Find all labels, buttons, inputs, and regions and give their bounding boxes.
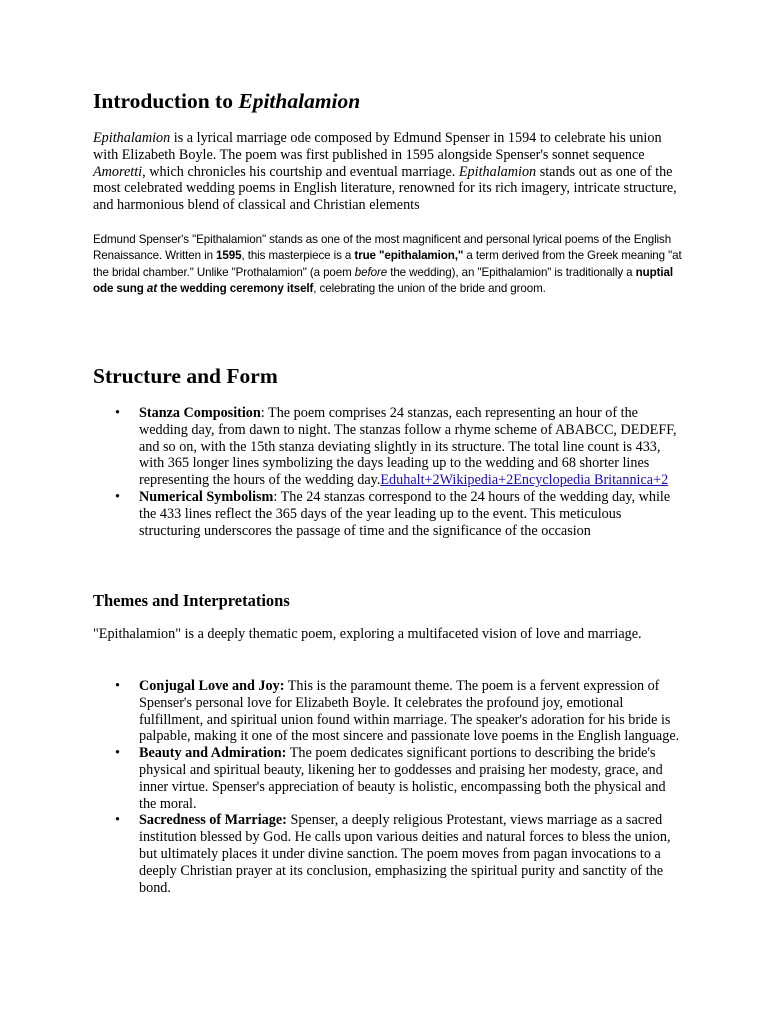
intro-heading: Introduction to Epithalamion xyxy=(93,89,361,113)
source-link[interactable]: Eduhalt+2Wikipedia+2Encyclopedia Britannica+2 xyxy=(380,472,669,489)
bullet-icon: • xyxy=(115,812,120,829)
themes-intro: "Epithalamion" is a deeply thematic poem, exploring a multifaceted vision of love and marriage. xyxy=(93,626,642,642)
themes-list xyxy=(93,678,681,896)
structure-list xyxy=(93,405,681,539)
intro-paragraph-2: Edmund Spenser's "Epithalamion" stands as one of the most magnificent and personal lyrical poems of the English Renaissance. Written in 1595, this masterpiece is a true "epithalamion," a term derived from the Greek meaning "at the bridal chamber." Unlike "Prothalamion" (a poem before the wedding), an "Epithalamion" is traditionally a nuptial ode sung at the wedding ceremony itself, celebrating the union of the bride and groom. xyxy=(93,233,682,295)
list-item: • Stanza Composition: The poem comprises 24 stanzas, each representing an hour of the wedding day, from dawn to night. The stanzas follow a rhyme scheme of ABABCC, DEDEFF, and so on, with the 15th stanza deviating slightly in its structure. The total line count is 433, with 365 longer lines symbolizing the days leading up to the wedding and 68 shorter lines representing the hours of the wedding day.Eduhalt+2Wikipedia+2Encyclopedia Britannica+2 xyxy=(115,405,677,489)
list-item-label: Numerical Symbolism xyxy=(139,488,274,505)
intro-paragraph-1: Epithalamion is a lyrical marriage ode composed by Edmund Spenser in 1594 to celebrate his union with Elizabeth Boyle. The poem was first published in 1595 alongside Spenser's sonnet sequence Amoretti, which chronicles his courtship and eventual marriage. Epithalamion stands out as one of the most celebrated wedding poems in English literature, renowned for its rich imagery, intricate structure, and harmonious blend of classical and Christian elements xyxy=(93,130,677,214)
themes-heading: Themes and Interpretations xyxy=(93,591,290,610)
list-item-label: Beauty and Admiration: xyxy=(139,745,287,762)
list-item: • Beauty and Admiration: The poem dedicates significant portions to describing the bride's physical and spiritual beauty, likening her to goddesses and praising her modesty, grace, and inner virtue. Spenser's appreciation of beauty is holistic, encompassing both the physical and the moral. xyxy=(115,745,666,812)
list-item-label: Sacredness of Marriage: xyxy=(139,812,287,829)
structure-heading: Structure and Form xyxy=(93,364,278,388)
bullet-icon: • xyxy=(115,405,120,421)
list-item-label: Stanza Composition xyxy=(139,405,261,421)
bullet-icon: • xyxy=(115,488,120,505)
bullet-icon: • xyxy=(115,678,120,694)
intro-heading-title: Epithalamion xyxy=(238,89,361,113)
list-item: • Sacredness of Marriage: Spenser, a deeply religious Protestant, views marriage as a sacred institution blessed by God. He calls upon various deities and natural forces to bless the union, but ultimately places it under divine sanction. The poem moves from pagan invocations to a deeply Christian prayer at its conclusion, emphasizing the spiritual purity and sanctity of the bond. xyxy=(115,812,671,896)
list-item: • Conjugal Love and Joy: This is the paramount theme. The poem is a fervent expression of Spenser's personal love for Elizabeth Boyle. It celebrates the profound joy, emotional fulfillment, and spiritual union found within marriage. The speaker's adoration for his bride is palpable, making it one of the most sincere and passionate love poems in the English language. xyxy=(115,678,680,745)
list-item-label: Conjugal Love and Joy: xyxy=(139,678,285,694)
bullet-icon: • xyxy=(115,745,120,762)
list-item: • Numerical Symbolism: The 24 stanzas correspond to the 24 hours of the wedding day, while the 433 lines reflect the 365 days of the year leading up to the event. This meticulous structuring underscores the passage of time and the significance of the occasion xyxy=(115,488,671,539)
